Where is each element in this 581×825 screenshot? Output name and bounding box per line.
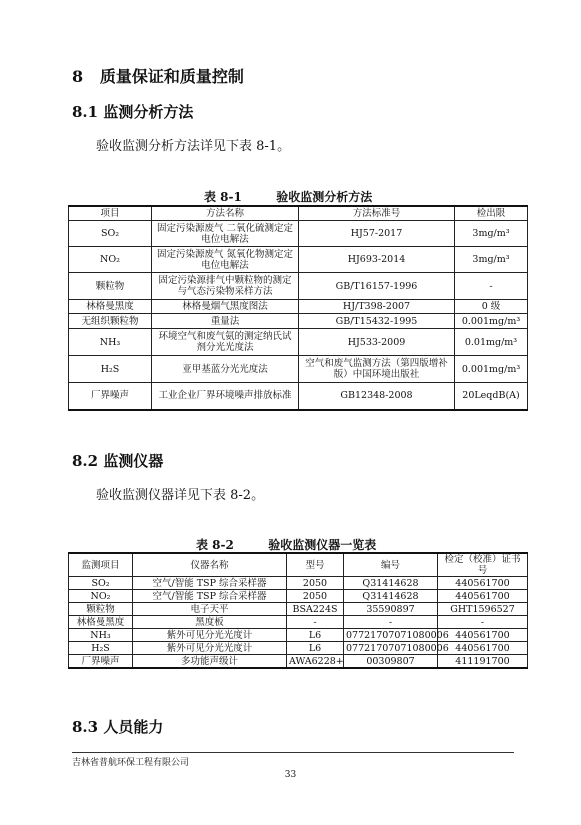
cell-item: 林格曼黑度 [69, 300, 152, 314]
instruments-table [68, 552, 528, 669]
cell-item: NH₃ [69, 629, 133, 642]
cell-certificate: 440561700 [438, 577, 528, 590]
cell-model: AWA6228+ [287, 655, 344, 669]
cell-standard: GB/T15432-1995 [299, 314, 455, 329]
table-row [69, 642, 528, 655]
section-8-heading [72, 64, 244, 87]
cell-model: BSA224S [287, 603, 344, 616]
cell-instrument: 空气/智能 TSP 综合采样器 [133, 577, 287, 590]
cell-instrument: 紫外可见分光光度计 [133, 629, 287, 642]
cell-item: 林格曼黑度 [69, 616, 133, 629]
section-8-3-heading: 8.3 人员能力 [72, 718, 164, 736]
cell-instrument: 多功能声级计 [133, 655, 287, 669]
header-item: 项目 [69, 206, 152, 221]
table-row [69, 577, 528, 590]
cell-instrument: 紫外可见分光光度计 [133, 642, 287, 655]
cell-standard: HJ/T398-2007 [299, 300, 455, 314]
cell-model: 2050 [287, 590, 344, 603]
cell-certificate: 440561700 [438, 642, 528, 655]
section-title: 质量保证和质量控制 [99, 67, 244, 86]
cell-method: 重量法 [152, 314, 299, 329]
table-row [69, 616, 528, 629]
table-row [69, 273, 528, 300]
cell-limit: 20LeqdB(A) [455, 383, 528, 410]
cell-certificate: 440561700 [438, 629, 528, 642]
cell-item: NO₂ [69, 247, 152, 273]
table-row [69, 629, 528, 642]
cell-item: H₂S [69, 356, 152, 383]
table-row [69, 247, 528, 273]
cell-standard: HJ693-2014 [299, 247, 455, 273]
cell-certificate: GHT1596527 [438, 603, 528, 616]
table-row [69, 221, 528, 247]
table-row [69, 329, 528, 356]
footer-company: 吉林省普航环保工程有限公司 [72, 758, 190, 768]
cell-serial: 07721707071080006 [344, 629, 438, 642]
cell-item: NO₂ [69, 590, 133, 603]
table-row [69, 590, 528, 603]
cell-item: SO₂ [69, 221, 152, 247]
table-8-2-title: 验收监测仪器一览表 [268, 538, 377, 552]
header-serial: 编号 [344, 553, 438, 577]
header-model: 型号 [287, 553, 344, 577]
footer-divider [72, 752, 514, 753]
table-header-row [69, 206, 528, 221]
table-8-1-number: 表 8-1 [204, 190, 242, 204]
table-8-1-caption [204, 188, 372, 205]
table-row [69, 356, 528, 383]
cell-item: H₂S [69, 642, 133, 655]
cell-instrument: 电子天平 [133, 603, 287, 616]
cell-model: - [287, 616, 344, 629]
cell-method: 工业企业厂界环境噪声排放标准 [152, 383, 299, 410]
cell-limit: 3mg/m³ [455, 221, 528, 247]
page-number: 33 [284, 770, 297, 780]
cell-serial: 35590897 [344, 603, 438, 616]
cell-serial: 07721707071080006 [344, 642, 438, 655]
cell-standard: GB/T16157-1996 [299, 273, 455, 300]
cell-model: L6 [287, 642, 344, 655]
table-8-1-title: 验收监测分析方法 [276, 190, 373, 204]
cell-limit: 0.01mg/m³ [455, 329, 528, 356]
cell-method: 林格曼烟气黑度图法 [152, 300, 299, 314]
cell-standard: HJ533-2009 [299, 329, 455, 356]
cell-certificate: - [438, 616, 528, 629]
table-8-2-caption [196, 536, 376, 553]
table-row [69, 314, 528, 329]
cell-item: 厂界噪声 [69, 655, 133, 669]
header-limit: 检出限 [455, 206, 528, 221]
cell-method: 固定污染源废气 氮氧化物测定定电位电解法 [152, 247, 299, 273]
section-8-2-heading: 8.2 监测仪器 [72, 452, 164, 470]
section-8-1-paragraph: 验收监测分析方法详见下表 8-1。 [96, 139, 291, 154]
cell-item: NH₃ [69, 329, 152, 356]
cell-method: 固定污染源废气 二氧化硫测定定电位电解法 [152, 221, 299, 247]
table-header-row [69, 553, 528, 577]
cell-instrument: 空气/智能 TSP 综合采样器 [133, 590, 287, 603]
header-instrument: 仪器名称 [133, 553, 287, 577]
cell-method: 亚甲基蓝分光光度法 [152, 356, 299, 383]
cell-serial: - [344, 616, 438, 629]
cell-item: 颗粒物 [69, 273, 152, 300]
cell-certificate: 411191700 [438, 655, 528, 669]
cell-certificate: 440561700 [438, 590, 528, 603]
cell-standard: HJ57-2017 [299, 221, 455, 247]
cell-item: 颗粒物 [69, 603, 133, 616]
table-row [69, 383, 528, 410]
cell-serial: Q31414628 [344, 590, 438, 603]
cell-item: 厂界噪声 [69, 383, 152, 410]
cell-limit: - [455, 273, 528, 300]
analysis-methods-table [68, 205, 528, 411]
table-row [69, 655, 528, 669]
section-8-1-heading: 8.1 监测分析方法 [72, 103, 194, 121]
cell-limit: 3mg/m³ [455, 247, 528, 273]
cell-serial: Q31414628 [344, 577, 438, 590]
header-method: 方法名称 [152, 206, 299, 221]
cell-instrument: 黑度板 [133, 616, 287, 629]
cell-model: L6 [287, 629, 344, 642]
cell-method: 固定污染源排气中颗粒物的测定与气态污染物采样方法 [152, 273, 299, 300]
header-item: 监测项目 [69, 553, 133, 577]
cell-model: 2050 [287, 577, 344, 590]
cell-item: SO₂ [69, 577, 133, 590]
header-certificate: 检定（校准）证书号 [438, 553, 528, 577]
cell-limit: 0.001mg/m³ [455, 356, 528, 383]
cell-standard: 空气和废气监测方法（第四版增补版）中国环境出版社 [299, 356, 455, 383]
cell-limit: 0.001mg/m³ [455, 314, 528, 329]
section-number: 8 [72, 67, 84, 86]
section-8-2-paragraph: 验收监测仪器详见下表 8-2。 [96, 488, 265, 503]
table-8-2-number: 表 8-2 [196, 538, 234, 552]
cell-standard: GB12348-2008 [299, 383, 455, 410]
cell-serial: 00309807 [344, 655, 438, 669]
table-row [69, 300, 528, 314]
cell-limit: 0 级 [455, 300, 528, 314]
cell-item: 无组织颗粒物 [69, 314, 152, 329]
cell-method: 环境空气和废气氨的测定纳氏试剂分光光度法 [152, 329, 299, 356]
header-standard: 方法标准号 [299, 206, 455, 221]
table-row [69, 603, 528, 616]
